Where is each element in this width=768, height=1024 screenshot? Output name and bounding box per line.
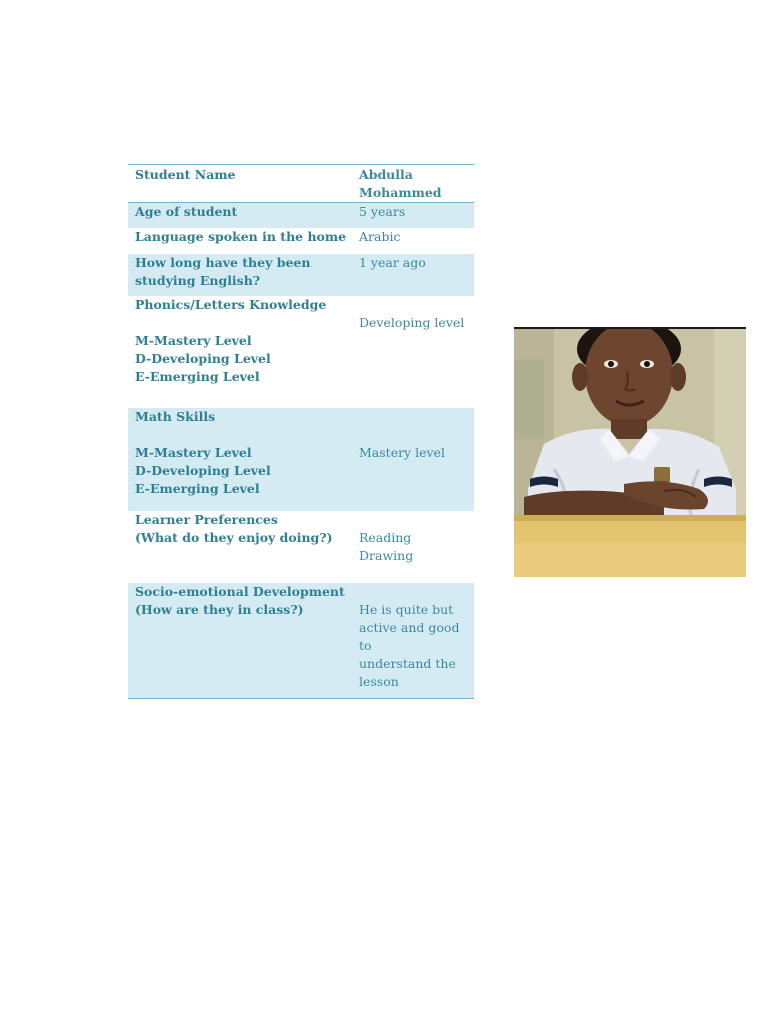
level-emerging: E-Emerging Level: [135, 369, 260, 384]
value-language: Arabic: [359, 229, 401, 244]
value-line: Reading: [359, 530, 412, 545]
value-line: Developing level: [359, 315, 465, 330]
label-line: studying English?: [135, 273, 261, 288]
label-line: Socio-emotional Development: [135, 584, 345, 599]
value-line: Mastery level: [359, 445, 445, 460]
value-socio-emotional: [353, 583, 474, 699]
label-phonics: [128, 296, 353, 408]
value-line: Mohammed: [359, 185, 442, 200]
value-line: He is quite but: [359, 602, 454, 617]
label-age: Age of student: [128, 203, 353, 229]
value-study-duration: 1 year ago: [353, 254, 474, 296]
value-student-name: [353, 165, 474, 203]
label-line: Math Skills: [135, 409, 216, 424]
label-line: Learner Preferences: [135, 512, 278, 527]
label-math: [128, 408, 353, 511]
value-learner-preferences: [353, 511, 474, 583]
label-line: Phonics/Letters Knowledge: [135, 297, 327, 312]
value-phonics: [353, 296, 474, 408]
label-line: (How are they in class?): [135, 602, 304, 617]
table-row-age: [128, 203, 474, 229]
label-line: How long have they been: [135, 255, 311, 270]
table-row-study-duration: [128, 254, 474, 296]
level-developing: D-Developing Level: [135, 463, 271, 478]
label-study-duration: [128, 254, 353, 296]
value-line: Abdulla: [359, 167, 413, 182]
table-row-socio-emotional: [128, 583, 474, 699]
value-line: lesson: [359, 674, 399, 689]
label-student-name: Student Name: [135, 167, 236, 182]
table-row-language: [128, 228, 474, 254]
table-row-student-name: [128, 165, 474, 203]
student-photo: [514, 327, 746, 577]
table-row-learner-preferences: [128, 511, 474, 583]
value-line: active and good to: [359, 620, 460, 653]
value-math: [353, 408, 474, 511]
label-learner-preferences: [128, 511, 353, 583]
value-line: understand the: [359, 656, 456, 671]
level-developing: D-Developing Level: [135, 351, 271, 366]
student-photo-illustration: [514, 329, 746, 575]
table-row-math: [128, 408, 474, 511]
level-emerging: E-Emerging Level: [135, 481, 260, 496]
label-line: (What do they enjoy doing?): [135, 530, 333, 545]
value-line: Drawing: [359, 548, 414, 563]
label-socio-emotional: [128, 583, 353, 699]
value-age: 5 years: [353, 203, 474, 229]
level-mastery: M-Mastery Level: [135, 445, 252, 460]
label-language: Language spoken in the home: [135, 229, 347, 244]
table-row-phonics: [128, 296, 474, 408]
student-profile-table: [128, 164, 474, 699]
level-mastery: M-Mastery Level: [135, 333, 252, 348]
